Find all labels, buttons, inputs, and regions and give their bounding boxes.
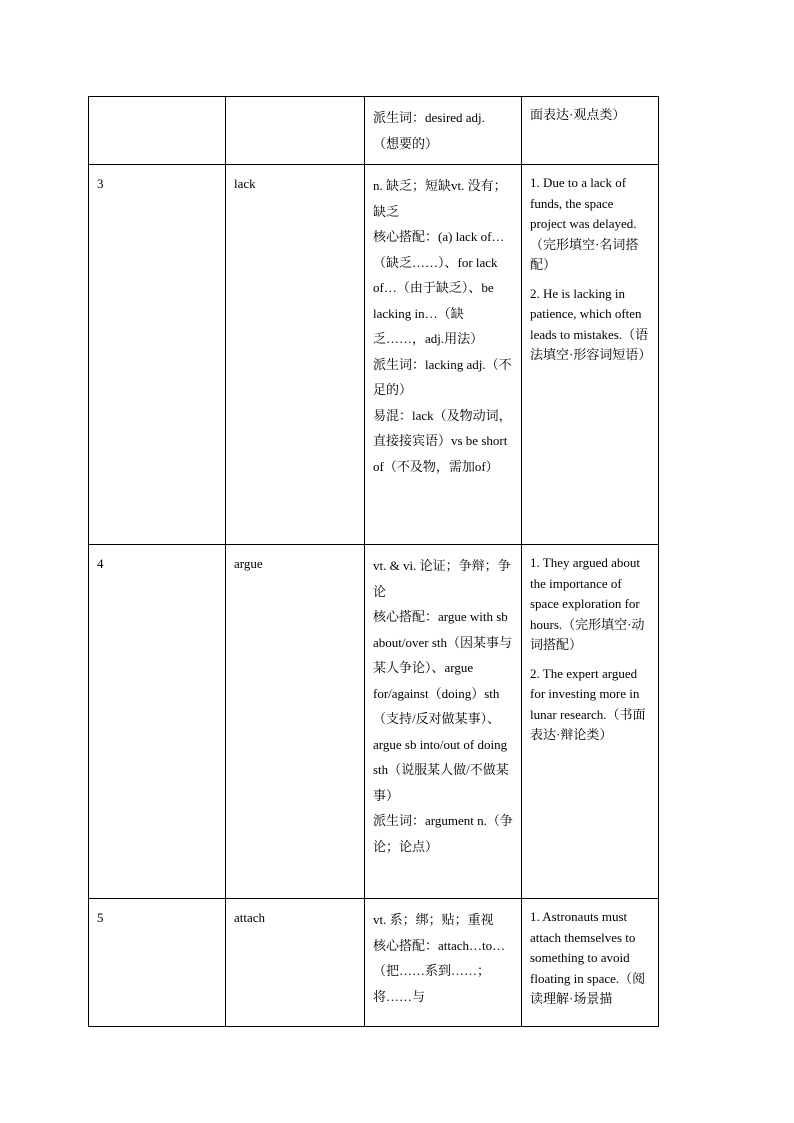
details-cell [365,899,522,1027]
details-cell [365,545,522,899]
detail-line: 核心搭配：(a) lack of…（缺乏……）、for lack of…（由于缺乏）、be lacking in…（缺乏……，adj.用法） [373,229,505,346]
word-cell: argue [226,545,365,899]
table-row [89,97,659,165]
number-cell: 5 [89,899,226,1027]
word-cell: attach [226,899,365,1027]
number-cell: 3 [89,165,226,545]
example-sentence: 1. Astronauts must attach themselves to something to avoid floating in space.（阅读理解·场景描 [530,909,646,1006]
detail-line: 易混：lack（及物动词，直接接宾语）vs be short of（不及物，需加of） [373,407,512,474]
word-cell: lack [226,165,365,545]
table-row [89,545,659,899]
vocabulary-table [88,96,659,1027]
examples-cell [522,97,659,165]
example-sentence: 2. The expert argued for investing more in lunar research.（书面表达·辩论类） [530,665,646,742]
table-row [89,899,659,1027]
detail-line: 派生词：desired adj. [373,110,485,125]
detail-line: n. 缺乏；短缺vt. 没有；缺乏 [373,178,507,219]
table-row [89,165,659,545]
example-sentence: 面表达·观点类） [530,107,626,122]
details-cell [365,165,522,545]
detail-line: 核心搭配：attach…to…（把……系到……；将……与 [373,937,506,1004]
detail-line: 核心搭配：argue with sb about/over sth（因某事与某人争论）、argue for/against（doing）sth（支持/反对做某事）、argue sb into/out of doing sth（说服某人做/不做某事） [373,609,513,803]
number-cell: 4 [89,545,226,899]
detail-line: vt. & vi. 论证；争辩；争论 [373,558,511,599]
detail-line: vt. 系；绑；贴；重视 [373,912,494,927]
example-sentence: 1. They argued about the importance of space exploration for hours.（完形填空·动词搭配） [530,555,645,652]
detail-line: 派生词：lacking adj.（不足的） [373,356,512,397]
examples-cell [522,545,659,899]
examples-cell [522,899,659,1027]
example-sentence: 1. Due to a lack of funds, the space project was delayed.（完形填空·名词搭配） [530,175,639,272]
word-cell [226,97,365,165]
detail-line: （想要的） [373,135,439,151]
examples-cell [522,165,659,545]
detail-line: 派生词：argument n.（争论；论点） [373,813,513,854]
details-cell [365,97,522,165]
number-cell [89,97,226,165]
example-sentence: 2. He is lacking in patience, which often leads to mistakes.（语法填空·形容词短语） [530,285,652,362]
